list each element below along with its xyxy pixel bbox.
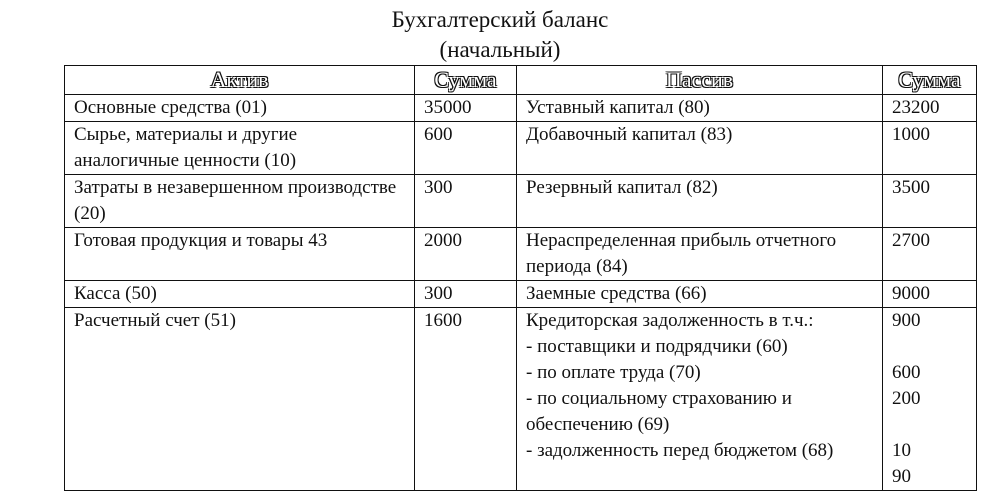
asset-sum-cell: 1600 <box>415 308 517 491</box>
table-row <box>65 122 977 175</box>
header-liability: Пассив <box>517 66 883 95</box>
liability-cell: Добавочный капитал (83) <box>517 122 883 175</box>
liability-sum-cell-creditor <box>883 308 977 491</box>
liability-cell: Уставный капитал (80) <box>517 95 883 122</box>
liability-sum-cell: 3500 <box>883 175 977 228</box>
table-row <box>65 95 977 122</box>
liability-cell: Нераспределенная прибыль отчетного периода (84) <box>517 228 883 281</box>
header-liability-sum: Сумма <box>883 66 977 95</box>
asset-sum-cell: 2000 <box>415 228 517 281</box>
table-header-row <box>65 66 977 95</box>
creditor-item-value: 600 <box>892 362 921 383</box>
asset-cell: Основные средства (01) <box>65 95 415 122</box>
asset-cell: Затраты в незавершенном производстве (20) <box>65 175 415 228</box>
table-row <box>65 281 977 308</box>
liability-sum-cell: 9000 <box>883 281 977 308</box>
liability-cell: Заемные средства (66) <box>517 281 883 308</box>
spacer <box>892 334 967 360</box>
creditor-label: Кредиторская задолженность в т.ч.: <box>526 310 814 331</box>
asset-cell: Готовая продукция и товары 43 <box>65 228 415 281</box>
liability-sum-cell: 23200 <box>883 95 977 122</box>
asset-sum-cell: 300 <box>415 175 517 228</box>
creditor-item: - по социальному страхованию и обеспечению (69) <box>526 388 792 435</box>
asset-cell: Сырье, материалы и другие аналогичные ценности (10) <box>65 122 415 175</box>
creditor-total: 900 <box>892 310 921 331</box>
creditor-item-value: 10 <box>892 440 911 461</box>
creditor-item-value: 90 <box>892 466 911 487</box>
liability-sum-cell: 2700 <box>883 228 977 281</box>
table-row <box>65 175 977 228</box>
creditor-item: - задолженность перед бюджетом (68) <box>526 440 834 461</box>
table-row <box>65 228 977 281</box>
asset-cell: Касса (50) <box>65 281 415 308</box>
table-row <box>65 308 977 491</box>
asset-sum-cell: 300 <box>415 281 517 308</box>
creditor-item-value: 200 <box>892 388 921 409</box>
liability-cell: Резервный капитал (82) <box>517 175 883 228</box>
header-asset-sum: Сумма <box>415 66 517 95</box>
asset-cell: Расчетный счет (51) <box>65 308 415 491</box>
asset-sum-cell: 600 <box>415 122 517 175</box>
balance-table <box>64 65 977 491</box>
document-subtitle: (начальный) <box>439 37 561 62</box>
creditor-item: - по оплате труда (70) <box>526 362 701 383</box>
document-title: Бухгалтерский баланс <box>391 7 609 32</box>
spacer <box>892 412 967 438</box>
liability-sum-cell: 1000 <box>883 122 977 175</box>
asset-sum-cell: 35000 <box>415 95 517 122</box>
header-asset: Актив <box>65 66 415 95</box>
liability-cell-creditor <box>517 308 883 491</box>
creditor-item: - поставщики и подрядчики (60) <box>526 336 788 357</box>
